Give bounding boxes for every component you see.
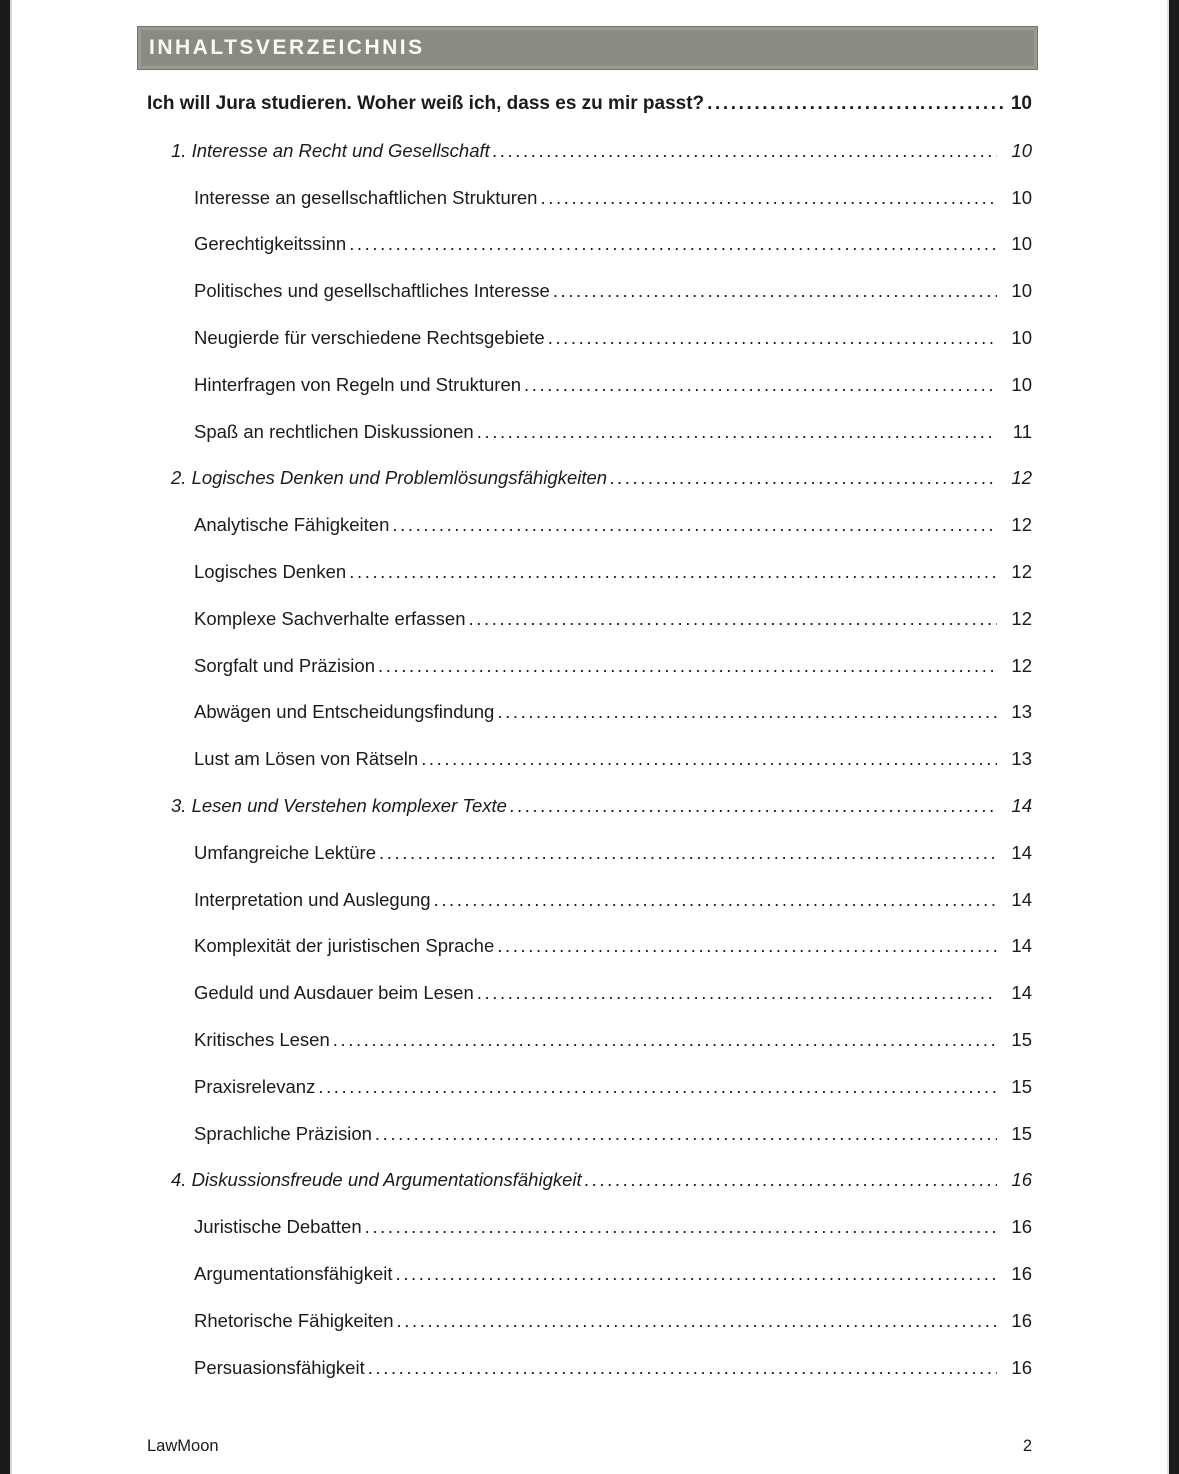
toc-dot-leader — [365, 1215, 997, 1238]
toc-entry-label: Interesse an gesellschaftlichen Strukturen — [194, 186, 538, 208]
toc-dot-leader — [477, 981, 997, 1004]
toc-page-number: 15 — [1011, 1122, 1032, 1144]
toc-entry-label: 4. Diskussionsfreude und Argumentationsfähigkeit — [171, 1169, 582, 1191]
toc-dot-leader — [477, 420, 997, 443]
toc-entry[interactable] — [147, 794, 1032, 841]
toc-entry[interactable] — [147, 654, 1032, 701]
toc-entry-label: 3. Lesen und Verstehen komplexer Texte — [171, 794, 507, 816]
toc-dot-leader — [392, 513, 997, 536]
toc-entry-label: Komplexität der juristischen Sprache — [194, 935, 495, 957]
toc-entry[interactable] — [147, 934, 1032, 981]
toc-page-number: 10 — [1011, 139, 1032, 161]
toc-entry[interactable] — [147, 279, 1032, 326]
toc-entry[interactable] — [147, 232, 1032, 279]
toc-page-number: 10 — [1011, 373, 1032, 395]
toc-page-number: 10 — [1010, 93, 1032, 114]
toc-page-number: 14 — [1011, 794, 1032, 816]
toc-dot-leader — [397, 1309, 998, 1332]
toc-entry-label: Sprachliche Präzision — [194, 1122, 372, 1144]
toc-entry[interactable] — [147, 466, 1032, 513]
toc-list — [147, 92, 1032, 1402]
toc-entry[interactable] — [147, 139, 1032, 186]
toc-entry[interactable] — [147, 981, 1032, 1028]
toc-entry-label: Argumentationsfähigkeit — [194, 1262, 393, 1284]
toc-entry[interactable] — [147, 1075, 1032, 1122]
toc-entry[interactable] — [147, 841, 1032, 888]
toc-entry-label: Kritisches Lesen — [194, 1028, 330, 1050]
toc-dot-leader — [524, 373, 997, 396]
toc-entry-label: Spaß an rechtlichen Diskussionen — [194, 420, 474, 442]
toc-entry[interactable] — [147, 1309, 1032, 1356]
toc-dot-leader — [395, 1262, 997, 1285]
toc-entry-label: Politisches und gesellschaftliches Interesse — [194, 280, 550, 302]
toc-page-number: 14 — [1011, 982, 1032, 1004]
toc-page-number: 16 — [1011, 1356, 1032, 1378]
toc-entry-label: Juristische Debatten — [194, 1216, 362, 1238]
toc-entry-label: Analytische Fähigkeiten — [194, 514, 390, 536]
toc-entry[interactable] — [147, 560, 1032, 607]
toc-page-number: 12 — [1011, 560, 1032, 582]
toc-entry[interactable] — [147, 607, 1032, 654]
footer-brand: LawMoon — [147, 1437, 219, 1455]
toc-dot-leader — [493, 139, 997, 162]
toc-page-number: 13 — [1011, 748, 1032, 770]
toc-entry-label: Neugierde für verschiedene Rechtsgebiete — [194, 326, 545, 348]
toc-dot-leader — [497, 934, 997, 957]
toc-entry-label: Komplexe Sachverhalte erfassen — [194, 607, 466, 629]
toc-dot-leader — [434, 888, 997, 911]
toc-page-number: 16 — [1011, 1309, 1032, 1331]
toc-dot-leader — [421, 747, 997, 770]
toc-entry[interactable] — [147, 1262, 1032, 1309]
toc-dot-leader — [497, 700, 997, 723]
toc-entry[interactable] — [147, 326, 1032, 373]
toc-page-number: 16 — [1011, 1216, 1032, 1238]
toc-page-number: 12 — [1011, 607, 1032, 629]
toc-page-number: 14 — [1011, 935, 1032, 957]
toc-dot-leader — [349, 560, 997, 583]
toc-entry-label: Abwägen und Entscheidungsfindung — [194, 701, 495, 723]
toc-section-title: INHALTSVERZEICHNIS — [149, 36, 425, 59]
toc-entry[interactable] — [147, 92, 1032, 139]
toc-entry[interactable] — [147, 700, 1032, 747]
toc-dot-leader — [585, 1168, 997, 1191]
toc-dot-leader — [610, 466, 997, 489]
page-footer — [147, 1437, 1032, 1456]
toc-dot-leader — [468, 607, 997, 630]
toc-entry[interactable] — [147, 888, 1032, 935]
toc-entry-label: Gerechtigkeitssinn — [194, 233, 347, 255]
toc-entry[interactable] — [147, 1356, 1032, 1403]
toc-page-number: 13 — [1011, 701, 1032, 723]
toc-entry-label: Rhetorische Fähigkeiten — [194, 1309, 394, 1331]
toc-entry-label: Geduld und Ausdauer beim Lesen — [194, 982, 474, 1004]
toc-page-number: 14 — [1011, 888, 1032, 910]
toc-page-number: 10 — [1011, 326, 1032, 348]
toc-page-number: 12 — [1011, 654, 1032, 676]
toc-dot-leader — [318, 1075, 997, 1098]
toc-entry-label: Interpretation und Auslegung — [194, 888, 431, 910]
toc-entry-label: 2. Logisches Denken und Problemlösungsfähigkeiten — [171, 467, 608, 489]
screen-edge-right — [1169, 0, 1179, 1474]
toc-entry-label: Umfangreiche Lektüre — [194, 841, 377, 863]
toc-entry[interactable] — [147, 1122, 1032, 1169]
footer-page-number: 2 — [1022, 1437, 1032, 1455]
toc-entry-label: Logisches Denken — [194, 560, 347, 582]
toc-page-number: 16 — [1011, 1169, 1032, 1191]
toc-dot-leader — [548, 326, 997, 349]
toc-page-number: 10 — [1011, 233, 1032, 255]
toc-dot-leader — [510, 794, 997, 817]
toc-entry-label: Persuasionsfähigkeit — [194, 1356, 365, 1378]
screen-edge-left — [0, 0, 10, 1474]
toc-entry[interactable] — [147, 186, 1032, 233]
toc-page-number: 15 — [1011, 1075, 1032, 1097]
toc-dot-leader — [540, 186, 997, 209]
toc-entry[interactable] — [147, 1168, 1032, 1215]
toc-entry-label: Hinterfragen von Regeln und Strukturen — [194, 373, 522, 395]
toc-page-number: 15 — [1011, 1028, 1032, 1050]
toc-entry-label: Lust am Lösen von Rätseln — [194, 748, 419, 770]
toc-entry-label: 1. Interesse an Recht und Gesellschaft — [171, 139, 490, 161]
toc-page-number: 10 — [1011, 280, 1032, 302]
toc-entry[interactable] — [147, 420, 1032, 467]
toc-page-number: 11 — [1012, 420, 1032, 442]
toc-dot-leader — [553, 279, 997, 302]
toc-entry[interactable] — [147, 1215, 1032, 1262]
toc-entry-label: Ich will Jura studieren. Woher weiß ich, dass es zu mir passt? — [147, 93, 705, 114]
toc-dot-leader — [375, 1122, 997, 1145]
toc-dot-leader — [368, 1356, 997, 1379]
toc-entry[interactable] — [147, 1028, 1032, 1075]
toc-entry[interactable] — [147, 373, 1032, 420]
toc-dot-leader — [349, 232, 997, 255]
toc-entry[interactable] — [147, 747, 1032, 794]
toc-entry[interactable] — [147, 513, 1032, 560]
toc-entry-label: Sorgfalt und Präzision — [194, 654, 375, 676]
toc-dot-leader — [707, 92, 1003, 115]
toc-entry-label: Praxisrelevanz — [194, 1075, 316, 1097]
toc-page-number: 12 — [1011, 514, 1032, 536]
toc-dot-leader — [378, 654, 997, 677]
toc-page-number: 14 — [1011, 841, 1032, 863]
toc-page-number: 16 — [1011, 1262, 1032, 1284]
toc-page-number: 10 — [1011, 186, 1032, 208]
toc-dot-leader — [333, 1028, 997, 1051]
toc-dot-leader — [379, 841, 997, 864]
toc-section-header — [137, 26, 1038, 70]
toc-page-number: 12 — [1011, 467, 1032, 489]
